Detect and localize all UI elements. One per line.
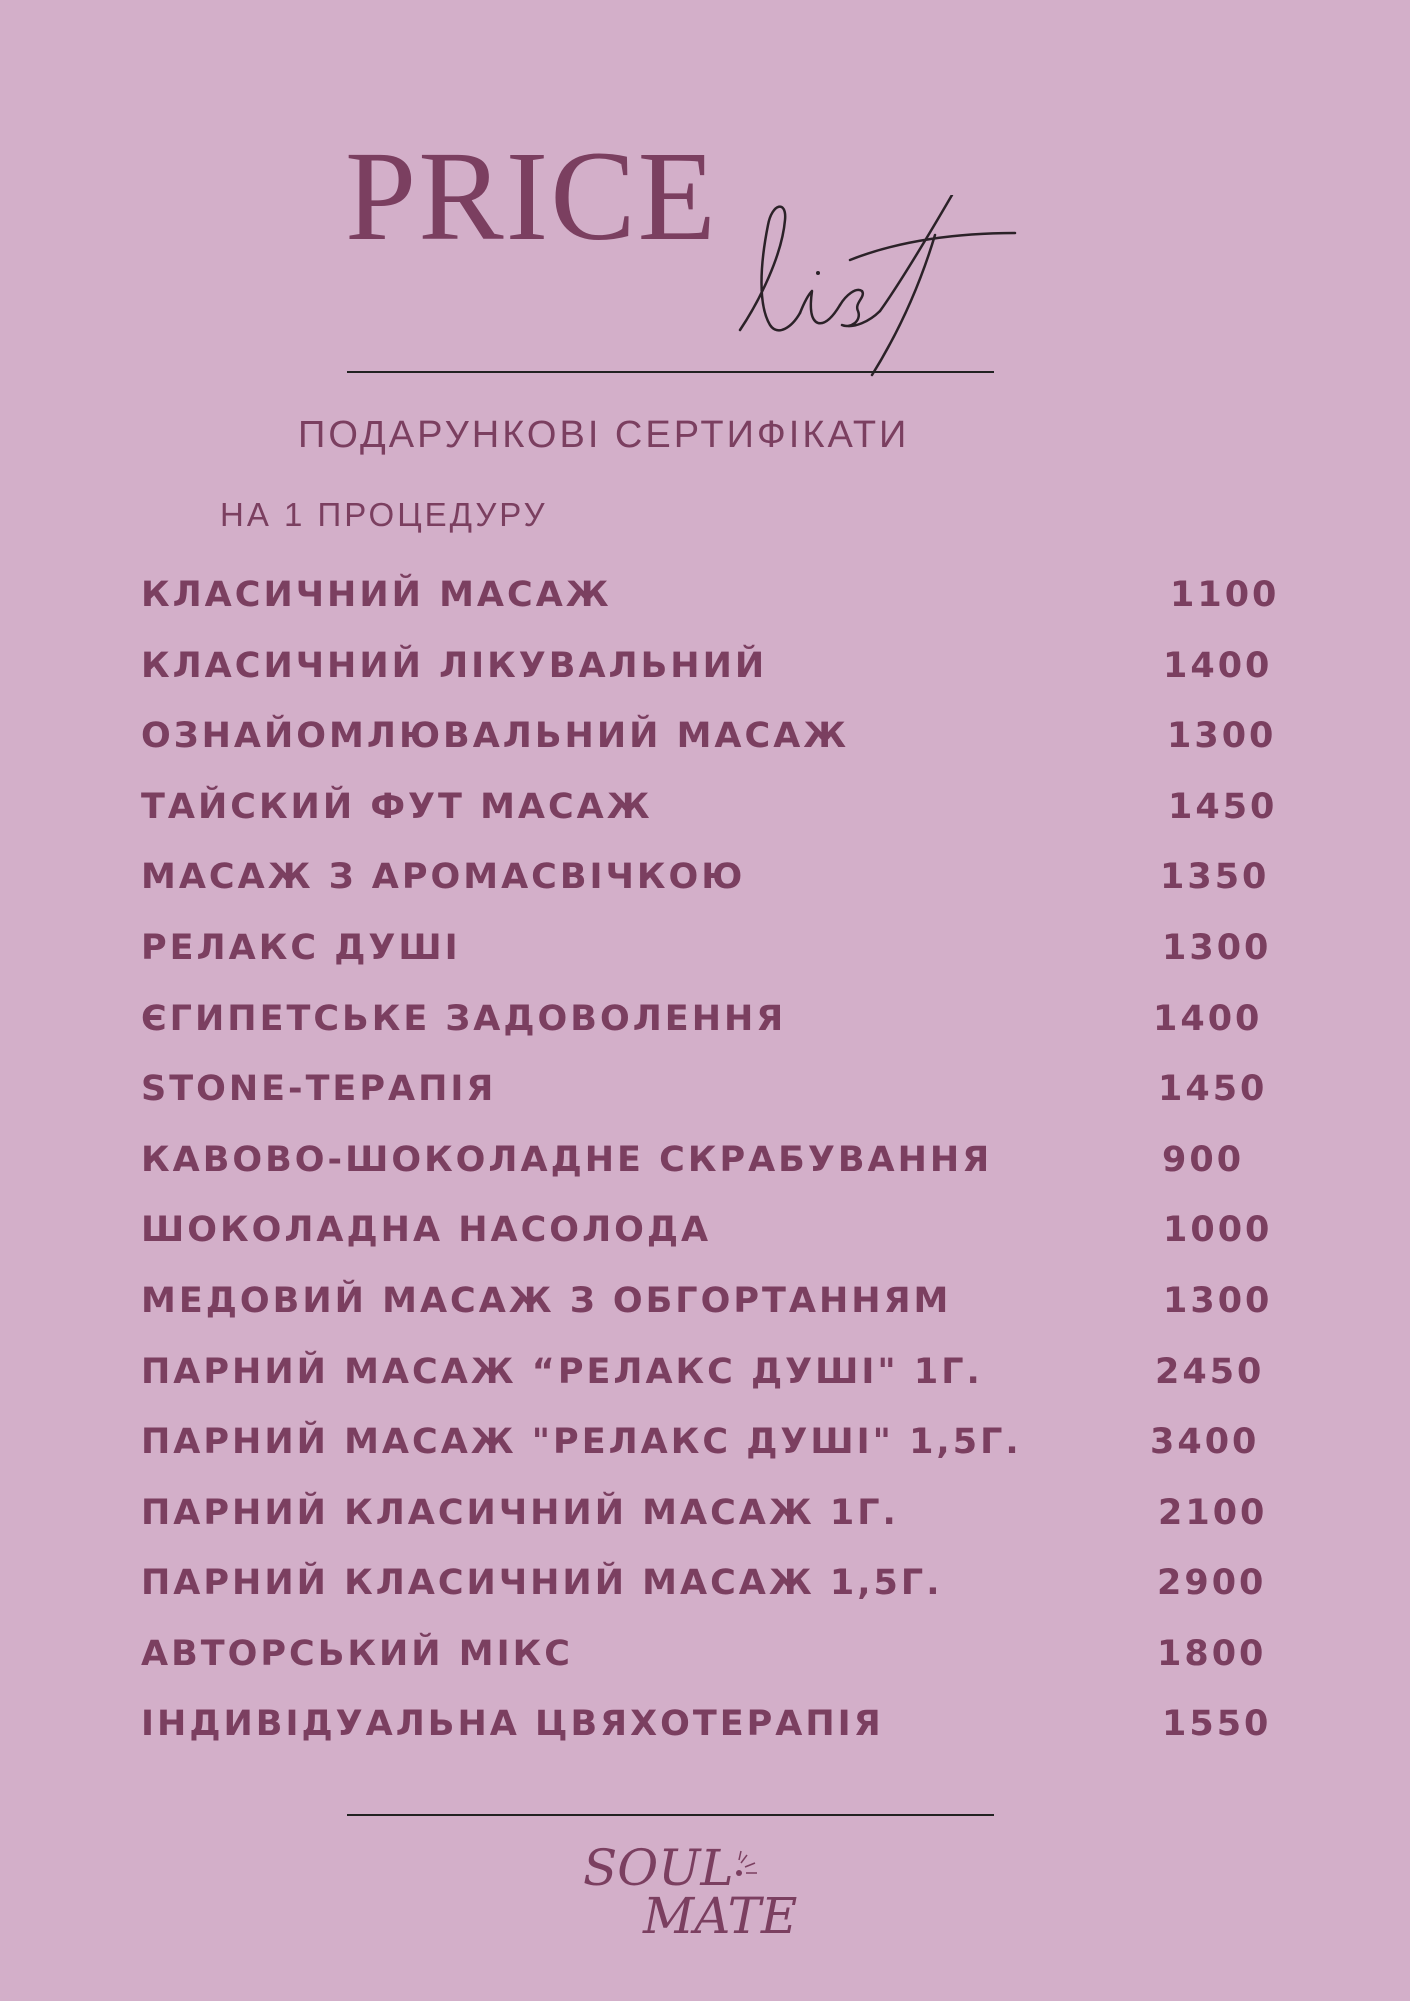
title-price: PRICE	[345, 125, 718, 267]
item-name: STONE-ТЕРАПІЯ	[141, 1069, 497, 1109]
item-name: ПАРНИЙ КЛАСИЧНИЙ МАСАЖ 1Г.	[141, 1493, 899, 1533]
item-name: КЛАСИЧНИЙ ЛІКУВАЛЬНИЙ	[141, 646, 768, 686]
item-price: 1450	[1168, 787, 1278, 827]
item-name: РЕЛАКС ДУШІ	[141, 928, 461, 968]
item-name: МАСАЖ З АРОМАСВІЧКОЮ	[141, 857, 746, 897]
item-price: 1550	[1162, 1704, 1272, 1744]
item-price: 1800	[1157, 1634, 1267, 1674]
sun-icon	[736, 1851, 757, 1876]
item-name: ПАРНИЙ КЛАСИЧНИЙ МАСАЖ 1,5Г.	[141, 1563, 943, 1603]
top-divider	[347, 371, 994, 373]
item-name: ПАРНИЙ МАСАЖ "РЕЛАКС ДУШІ" 1,5Г.	[141, 1422, 1022, 1462]
item-name: КАВОВО-ШОКОЛАДНЕ СКРАБУВАННЯ	[141, 1140, 993, 1180]
item-name: КЛАСИЧНИЙ МАСАЖ	[141, 575, 612, 615]
item-name: ІНДИВІДУАЛЬНА ЦВЯХОТЕРАПІЯ	[141, 1704, 884, 1744]
item-price: 1000	[1163, 1210, 1273, 1250]
logo-line1: SOUL	[583, 1839, 734, 1897]
item-price: 1300	[1162, 928, 1272, 968]
logo-line2: MATE	[643, 1887, 798, 1943]
subtitle: ПОДАРУНКОВІ СЕРТИФІКАТИ	[298, 414, 910, 456]
item-name: ШОКОЛАДНА НАСОЛОДА	[141, 1210, 712, 1250]
soulmate-logo	[575, 1833, 805, 1943]
item-price: 1300	[1167, 716, 1277, 756]
title-list-text	[735, 220, 890, 320]
item-price: 900	[1162, 1140, 1245, 1180]
item-price: 1450	[1158, 1069, 1268, 1109]
item-price: 2100	[1158, 1493, 1268, 1533]
item-name: ЄГИПЕТСЬКЕ ЗАДОВОЛЕННЯ	[141, 999, 787, 1039]
bottom-divider	[347, 1814, 994, 1816]
item-name: МЕДОВИЙ МАСАЖ З ОБГОРТАННЯМ	[141, 1281, 952, 1321]
item-name: ТАЙСКИЙ ФУТ МАСАЖ	[141, 787, 653, 827]
item-name: ОЗНАЙОМЛЮВАЛЬНИЙ МАСАЖ	[141, 716, 850, 756]
item-price: 1300	[1163, 1281, 1273, 1321]
item-price: 1350	[1160, 857, 1270, 897]
item-name: ПАРНИЙ МАСАЖ “РЕЛАКС ДУШІ" 1Г.	[141, 1352, 983, 1392]
item-price: 2900	[1157, 1563, 1267, 1603]
item-price: 3400	[1150, 1422, 1260, 1462]
item-price: 1400	[1153, 999, 1263, 1039]
subtitle-procedure: НА 1 ПРОЦЕДУРУ	[220, 496, 548, 533]
item-price: 2450	[1155, 1352, 1265, 1392]
item-price: 1100	[1170, 575, 1280, 615]
item-price: 1400	[1163, 646, 1273, 686]
item-name: АВТОРСЬКИЙ МІКС	[141, 1634, 573, 1674]
